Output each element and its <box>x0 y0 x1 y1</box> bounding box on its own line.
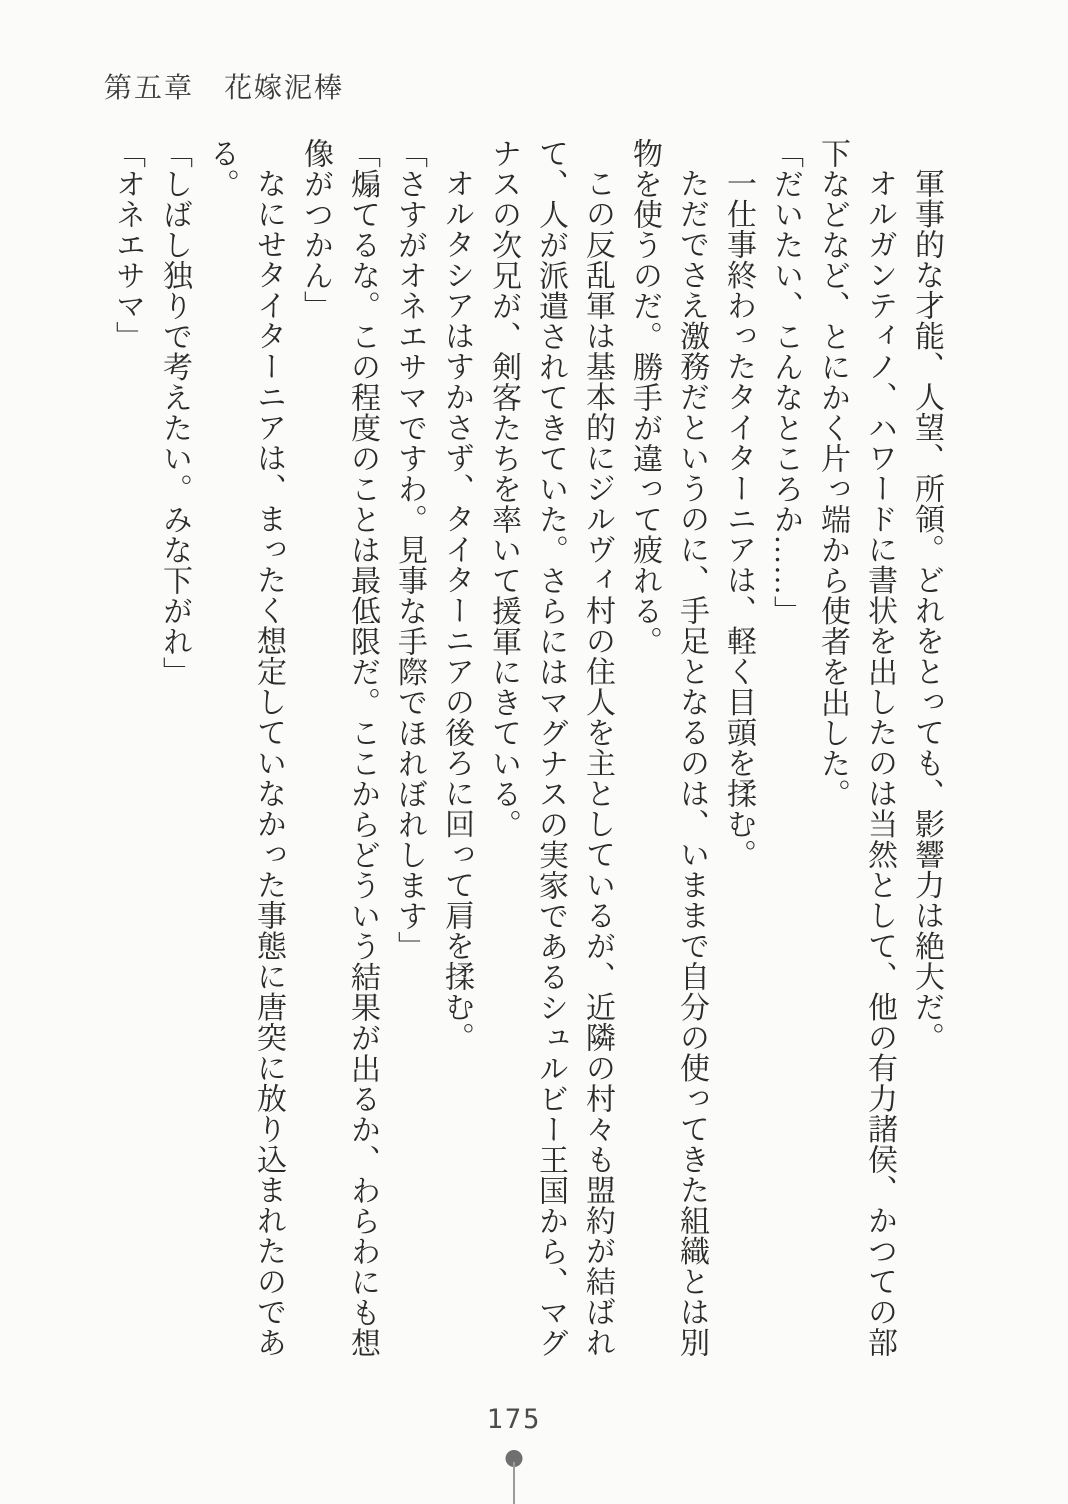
text-column: 像がつかん」 <box>299 138 332 321</box>
text-column: ナスの次兄が、剣客たちを率いて援軍にきている。 <box>487 138 520 840</box>
text-column: 物を使うのだ。勝手が違って疲れる。 <box>628 138 661 657</box>
text-column: オルガンティノ、ハワードに書状を出したのは当然として、他の有力諸侯、かつての部 <box>863 168 896 1358</box>
text-column: 「オネエサマ」 <box>111 138 144 352</box>
text-column: 下などなど、とにかく片っ端から使者を出した。 <box>816 138 849 809</box>
chapter-header: 第五章 花嫁泥棒 <box>104 73 345 104</box>
footer-line-ornament <box>513 1462 515 1504</box>
text-column: この反乱軍は基本的にジルヴィ村の住人を主としているが、近隣の村々も盟約が結ばれ <box>581 168 614 1358</box>
text-column: 「しばし独りで考えたい。みな下がれ」 <box>158 138 191 687</box>
text-column: 軍事的な才能、人望、所領。どれをとっても、影響力は絶大だ。 <box>910 168 943 1053</box>
text-column: ただでさえ激務だというのに、手足となるのは、いままで自分の使ってきた組織とは別 <box>675 168 708 1358</box>
text-column: 「煽てるな。この程度のことは最低限だ。ここからどういう結果が出るか、わらわにも想 <box>346 138 379 1358</box>
text-column: 「だいたい、こんなところか……」 <box>769 138 802 626</box>
text-column: オルタシアはすかさず、タイターニアの後ろに回って肩を揉む。 <box>440 168 473 1053</box>
text-column: 一仕事終わったタイターニアは、軽く目頭を揉む。 <box>722 168 755 870</box>
page-number: 175 <box>486 1404 542 1435</box>
text-column: て、人が派遣されてきていた。さらにはマグナスの実家であるシュルビー王国から、マグ <box>534 138 567 1358</box>
text-column: 「さすがオネエサマですわ。見事な手際でほれぼれします」 <box>393 138 426 962</box>
vertical-text-body <box>104 138 950 1396</box>
text-column: なにせタイターニアは、まったく想定していなかった事態に唐突に放り込まれたのであ <box>252 168 285 1358</box>
text-column: る。 <box>205 138 238 199</box>
